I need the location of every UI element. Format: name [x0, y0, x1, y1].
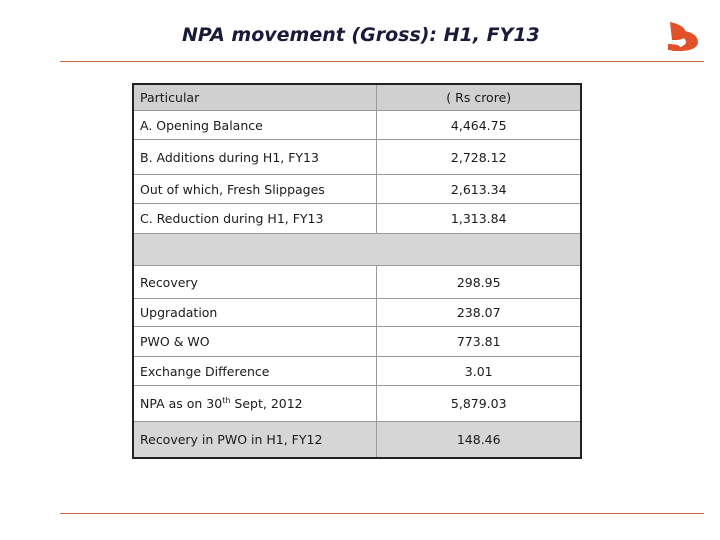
row-label: A. Opening Balance: [133, 111, 377, 140]
row-value: 4,464.75: [377, 111, 581, 140]
table-row: [133, 140, 581, 175]
npa-movement-table: [132, 83, 582, 459]
spacer-cell: [133, 234, 581, 266]
row-value: 148.46: [377, 422, 581, 458]
row-label: Exchange Difference: [133, 357, 377, 386]
row-label: NPA as on 30th Sept, 2012: [133, 386, 377, 422]
row-value: 238.07: [377, 299, 581, 327]
table-row: [133, 204, 581, 234]
row-value: 2,613.34: [377, 175, 581, 204]
table-row: [133, 299, 581, 327]
slide-title: NPA movement (Gross): H1, FY13: [182, 24, 540, 46]
row-label: PWO & WO: [133, 327, 377, 357]
table-row: [133, 175, 581, 204]
top-divider: [60, 61, 704, 62]
row-value: 2,728.12: [377, 140, 581, 175]
table-row: [133, 386, 581, 422]
bank-logo-icon: [664, 18, 704, 54]
row-value: 3.01: [377, 357, 581, 386]
row-value: 5,879.03: [377, 386, 581, 422]
row-label: Upgradation: [133, 299, 377, 327]
row-label: Recovery in PWO in H1, FY12: [133, 422, 377, 458]
row-value: 298.95: [377, 266, 581, 299]
row-label: Out of which, Fresh Slippages: [133, 175, 377, 204]
table-row-spacer: [133, 234, 581, 266]
row-label: B. Additions during H1, FY13: [133, 140, 377, 175]
table-header-row: [133, 84, 581, 111]
row-label: C. Reduction during H1, FY13: [133, 204, 377, 234]
row-value: 1,313.84: [377, 204, 581, 234]
table-row: [133, 111, 581, 140]
table-row: [133, 266, 581, 299]
table-row: [133, 422, 581, 458]
row-label: Recovery: [133, 266, 377, 299]
table-row: [133, 327, 581, 357]
header-unit: ( Rs crore): [377, 84, 581, 111]
bottom-divider: [60, 513, 704, 514]
row-value: 773.81: [377, 327, 581, 357]
header-particular: Particular: [133, 84, 377, 111]
table-row: [133, 357, 581, 386]
